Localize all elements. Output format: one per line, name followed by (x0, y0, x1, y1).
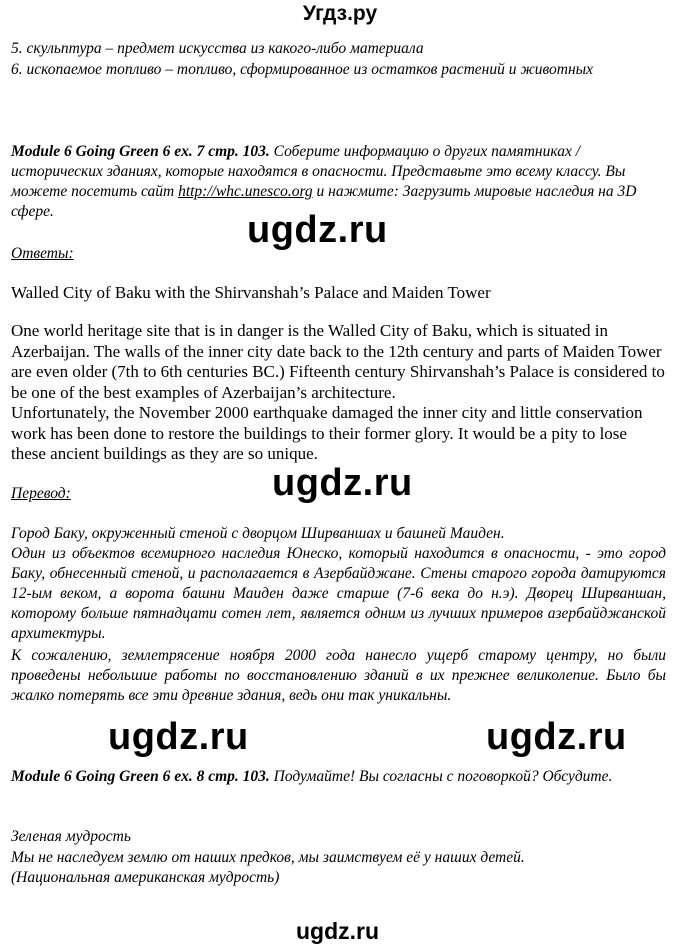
task7-text-before: Соберите информацию о других памятниках / исторических зданиях, которые находятся в опасности. Представьте это всему классу. Вы можете посетить сайт (11, 143, 626, 200)
watermark: ugdz.ru (247, 209, 388, 251)
list-item-6: 6. ископаемое топливо – топливо, сформированное из остатков растений и животных (11, 61, 594, 78)
answer-paragraph-2: Unfortunately, the November 2000 earthquake damaged the inner city and little conservation work has been done to restore the buildings to their former glory. It would be a pity to lose these ancient buildings as they are so unique. (11, 403, 643, 463)
wisdom-line-2: (Национальная американская мудрость) (11, 869, 280, 886)
watermark: ugdz.ru (108, 716, 249, 758)
task8-module-label: Module 6 Going Green 6 ex. 8 стр. 103. (11, 768, 270, 785)
wisdom-title: Зеленая мудрость (11, 828, 131, 845)
task7-module-label: Module 6 Going Green 6 ex. 7 стр. 103. (11, 143, 270, 160)
translation-title: Город Баку, окруженный стеной с дворцом Ширваншах и башней Маиден. (11, 525, 505, 542)
site-header: Угдз.ру (302, 2, 378, 25)
task8-paragraph (11, 767, 666, 787)
translation-heading: Перевод: (11, 485, 71, 502)
translation-paragraph-2: К сожалению, землетрясение ноября 2000 года нанесло ущерб старому центру, но были проведены небольшие работы по восстановлению зданий в их прежнее великолепие. Было бы жалко потерять все эти древние здания, ведь они так уникальны. (11, 647, 666, 704)
watermark: ugdz.ru (272, 462, 413, 504)
translation-paragraph-1: Один из объектов всемирного наследия Юнеско, который находится в опасности, - это город Баку, обнесенный стеной, и располагается в Азербайджане. Стены старого города датируются 12-ым веком, а ворота башни Маиден даже старше (7-6 века до н.э). Дворец Ширваншан, которому больше пятнадцати сотен лет, является одним из лучших примеров азербайджанской архитектуры. (11, 545, 666, 642)
unesco-link[interactable]: http://whc.unesco.org (178, 183, 313, 200)
answers-heading: Ответы: (11, 245, 74, 262)
answer-paragraph-1: One world heritage site that is in danger is the Walled City of Baku, which is situated in Azerbaijan. The walls of the inner city date back to the 12th century and parts of Maiden Tower are even older (7th to 6th centuries BC.) Fifteenth century Shirvanshah’s Palace is considered to be one of the best examples of Azerbaijan’s architecture. (11, 321, 665, 402)
watermark: ugdz.ru (486, 716, 627, 758)
task7-text-after: и нажмите: Загрузить мировые наследия на 3D сфере. (11, 183, 637, 220)
answer-title: Walled City of Baku with the Shirvanshah’s Palace and Maiden Tower (11, 283, 491, 302)
footer-watermark: ugdz.ru (296, 918, 380, 944)
task8-text: Подумайте! Вы согласны с поговоркой? Обсудите. (273, 768, 613, 785)
list-item-5: 5. скульптура – предмет искусства из какого-либо материала (11, 40, 424, 57)
wisdom-line-1: Мы не наследуем землю от наших предков, мы заимствуем её у наших детей. (11, 849, 525, 866)
